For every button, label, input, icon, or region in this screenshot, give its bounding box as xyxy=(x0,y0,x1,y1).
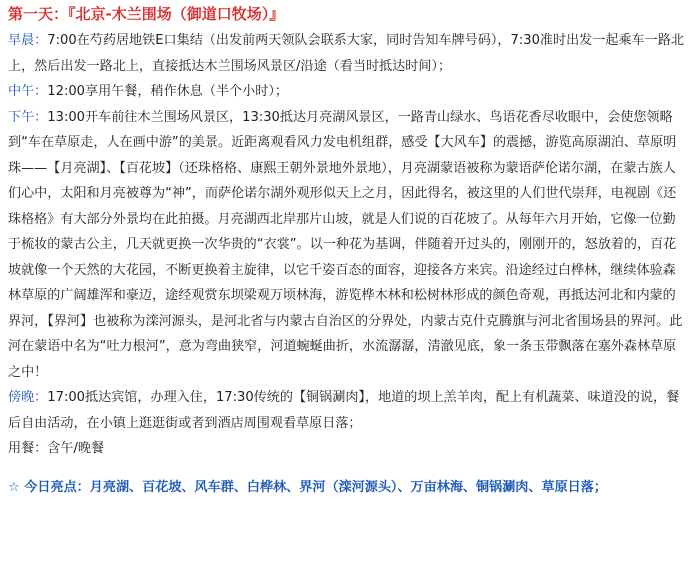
day-title: 第一天：『北京-木兰围场（御道口牧场）』 xyxy=(8,5,285,23)
afternoon-paragraph xyxy=(8,105,688,386)
evening-paragraph xyxy=(8,385,688,436)
noon-paragraph xyxy=(8,79,688,105)
evening-text: 17:00抵达宾馆，办理入住，17:30传统的【铜锅涮肉】，地道的坝上羔羊肉，配上有机蔬菜、味道没的说，餐后自由活动，在小镇上逛逛街或者到酒店周围观看草原日落； xyxy=(8,390,680,431)
afternoon-text: 13:00开车前往木兰围场风景区，13:30抵达月亮湖风景区，一路青山绿水、鸟语花香尽收眼中，会使您领略到“车在草原走，人在画中游”的美景。近距离观看风力发电机组群，感受【大风车】的震撼，游览高原湖泊、草原明珠——【月亮湖】、【百花坡】（还珠格格、康熙王朝外景地外景地），月亮湖蒙语被称为蒙语萨伦诺尔湖，在蒙古族人们心中，太阳和月亮被尊为“神”，而萨伦诺尔湖外观形似天上之月，因此得名，被这里的人们世代崇拜，电视剧《还珠格格》有大部分外景均在此拍摄。月亮湖西北岸那片山坡，就是人们说的百花坡了。从每年六月开始，它像一位勤于梳妆的蒙古公主，几天就更换一次华贵的“衣裳”。以一种花为基调，伴随着开过头的，刚刚开的，怒放着的，百花坡就像一个天然的大花园，不断更换着主旋律，以它千姿百态的面容，迎接各方来宾。沿途经过白桦林，继续体验森林草原的广阔雄浑和豪迈，途经观赏东坝梁观万顷林海，游览桦木林和松树林形成的颜色奇观，再抵达河北和内蒙的界河，【界河】也被称为滦河源头，是河北省与内蒙古自治区的分界处，内蒙古克什克腾旗与河北省围场县的界河。此河在蒙语中名为“吐力根河”，意为弯曲狭窄，河道蜿蜒曲折，水流潺潺，清澈见底，象一条玉带飘落在塞外森林草原之中！ xyxy=(8,109,683,380)
morning-paragraph xyxy=(8,28,688,79)
evening-label: 傍晚： xyxy=(8,390,48,405)
afternoon-label: 下午： xyxy=(8,109,48,125)
highlights-line: ☆ 今日亮点：月亮湖、百花坡、风车群、白桦林、界河（滦河源头）、万亩林海、铜锅涮肉、草原日落； xyxy=(8,479,607,495)
morning-label: 早晨： xyxy=(8,33,48,48)
morning-text: 7:00在芍药居地铁E口集结（出发前两天领队会联系大家，同时告知车牌号码），7:30准时出发一起乘车一路北上，然后出发一路北上，直接抵达木兰围场风景区/沿途（看当时抵达时间）； xyxy=(8,33,684,74)
meals-info: 用餐：含午/晚餐 xyxy=(8,441,105,456)
noon-label: 中午： xyxy=(8,84,48,99)
noon-text: 12:00享用午餐，稍作休息（半个小时）； xyxy=(47,84,288,99)
